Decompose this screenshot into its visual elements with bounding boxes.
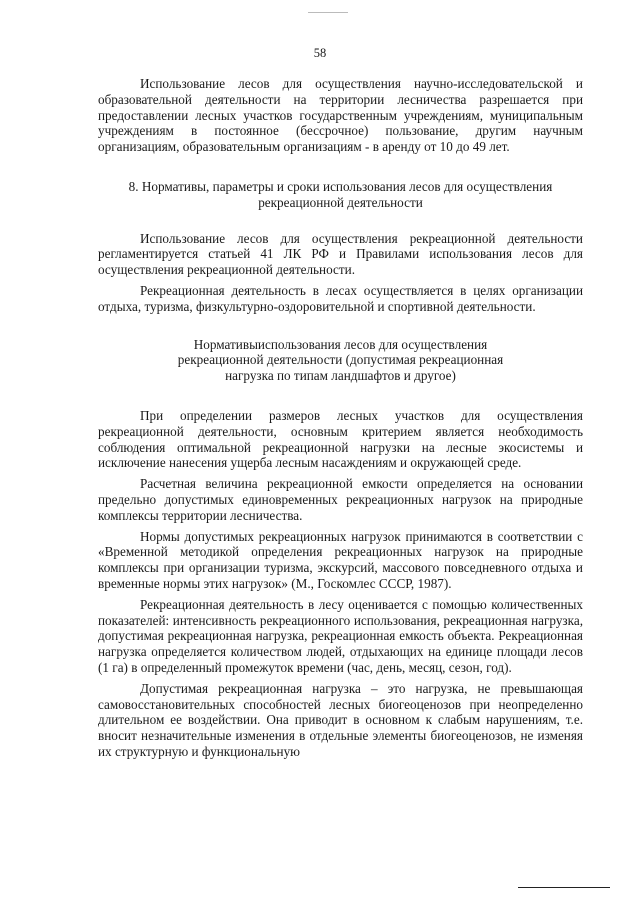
section-heading-8: 8. Нормативы, параметры и сроки использования лесов для осуществления рекреационной деятельности (128, 178, 553, 210)
scan-artifact (308, 12, 348, 13)
page-number: 58 (313, 46, 327, 60)
paragraph-norms: Нормы допустимых рекреационных нагрузок принимаются в соответствии с «Временной методикой определения рекреационных нагрузок на природные комплексы при организации туризма, экскурсий, массового повседневного отдыха и временные нормы этих нагрузок» (М., Госкомлес СССР, 1987). (98, 528, 583, 591)
paragraph-permissible-load: Допустимая рекреационная нагрузка – это нагрузка, не превышающая самовосстановительных способностей лесных биогеоценозов при неопределенно длительном ее воздействии. Она приводит в основном к слабым нарушениям, т.е. вносит незначительные изменения в отдельные элементы биогеоценозов, не изменяя их структурную и функциональную (98, 680, 583, 759)
paragraph-capacity: Расчетная величина рекреационной емкости определяется на основании предельно допустимых единовременных рекреационных нагрузок на природные комплексы территории лесничества. (98, 476, 583, 523)
document-body (98, 76, 583, 760)
subsection-heading-norms: Нормативыиспользования лесов для осуществления рекреационной деятельности (допустимая рекреационная нагрузка по типам ландшафтов и другое) (177, 336, 504, 384)
footer-rule (518, 887, 610, 888)
paragraph-research-use: Использование лесов для осуществления научно-исследовательской и образовательной деятельности на территории лесничества разрешается при предоставлении лесных участков государственным учреждениям, муниципальным учреждениям в постоянное (бессрочное) пользование, другим научным организациям, образовательным организациям - в аренду от 10 до 49 лет. (98, 76, 583, 155)
paragraph-regulation: Использование лесов для осуществления рекреационной деятельности регламентируется статьей 41 ЛК РФ и Правилами использования лесов для осуществления рекреационной деятельности. (98, 230, 583, 278)
paragraph-recreation-purpose: Рекреационная деятельность в лесах осуществляется в целях организации отдыха, туризма, физкультурно-оздоровительной и спортивной деятельности. (98, 282, 583, 314)
paragraph-indicators: Рекреационная деятельность в лесу оценивается с помощью количественных показателей: интенсивность рекреационного использования, рекреационная нагрузка, допустимая рекреационная нагрузка, рекреационная емкость объекта. Рекреационная нагрузка определяется количеством людей, отдыхающих на единице площади лесов (1 га) в определенный промежуток времени (час, день, месяц, сезон, год). (98, 596, 583, 675)
paragraph-criteria: При определении размеров лесных участков для осуществления рекреационной деятельности, основным критерием является необходимость соблюдения оптимальной рекреационной нагрузки на лесные экосистемы и исключение нанесения ущерба лесным насаждениям и окружающей среде. (98, 407, 583, 471)
